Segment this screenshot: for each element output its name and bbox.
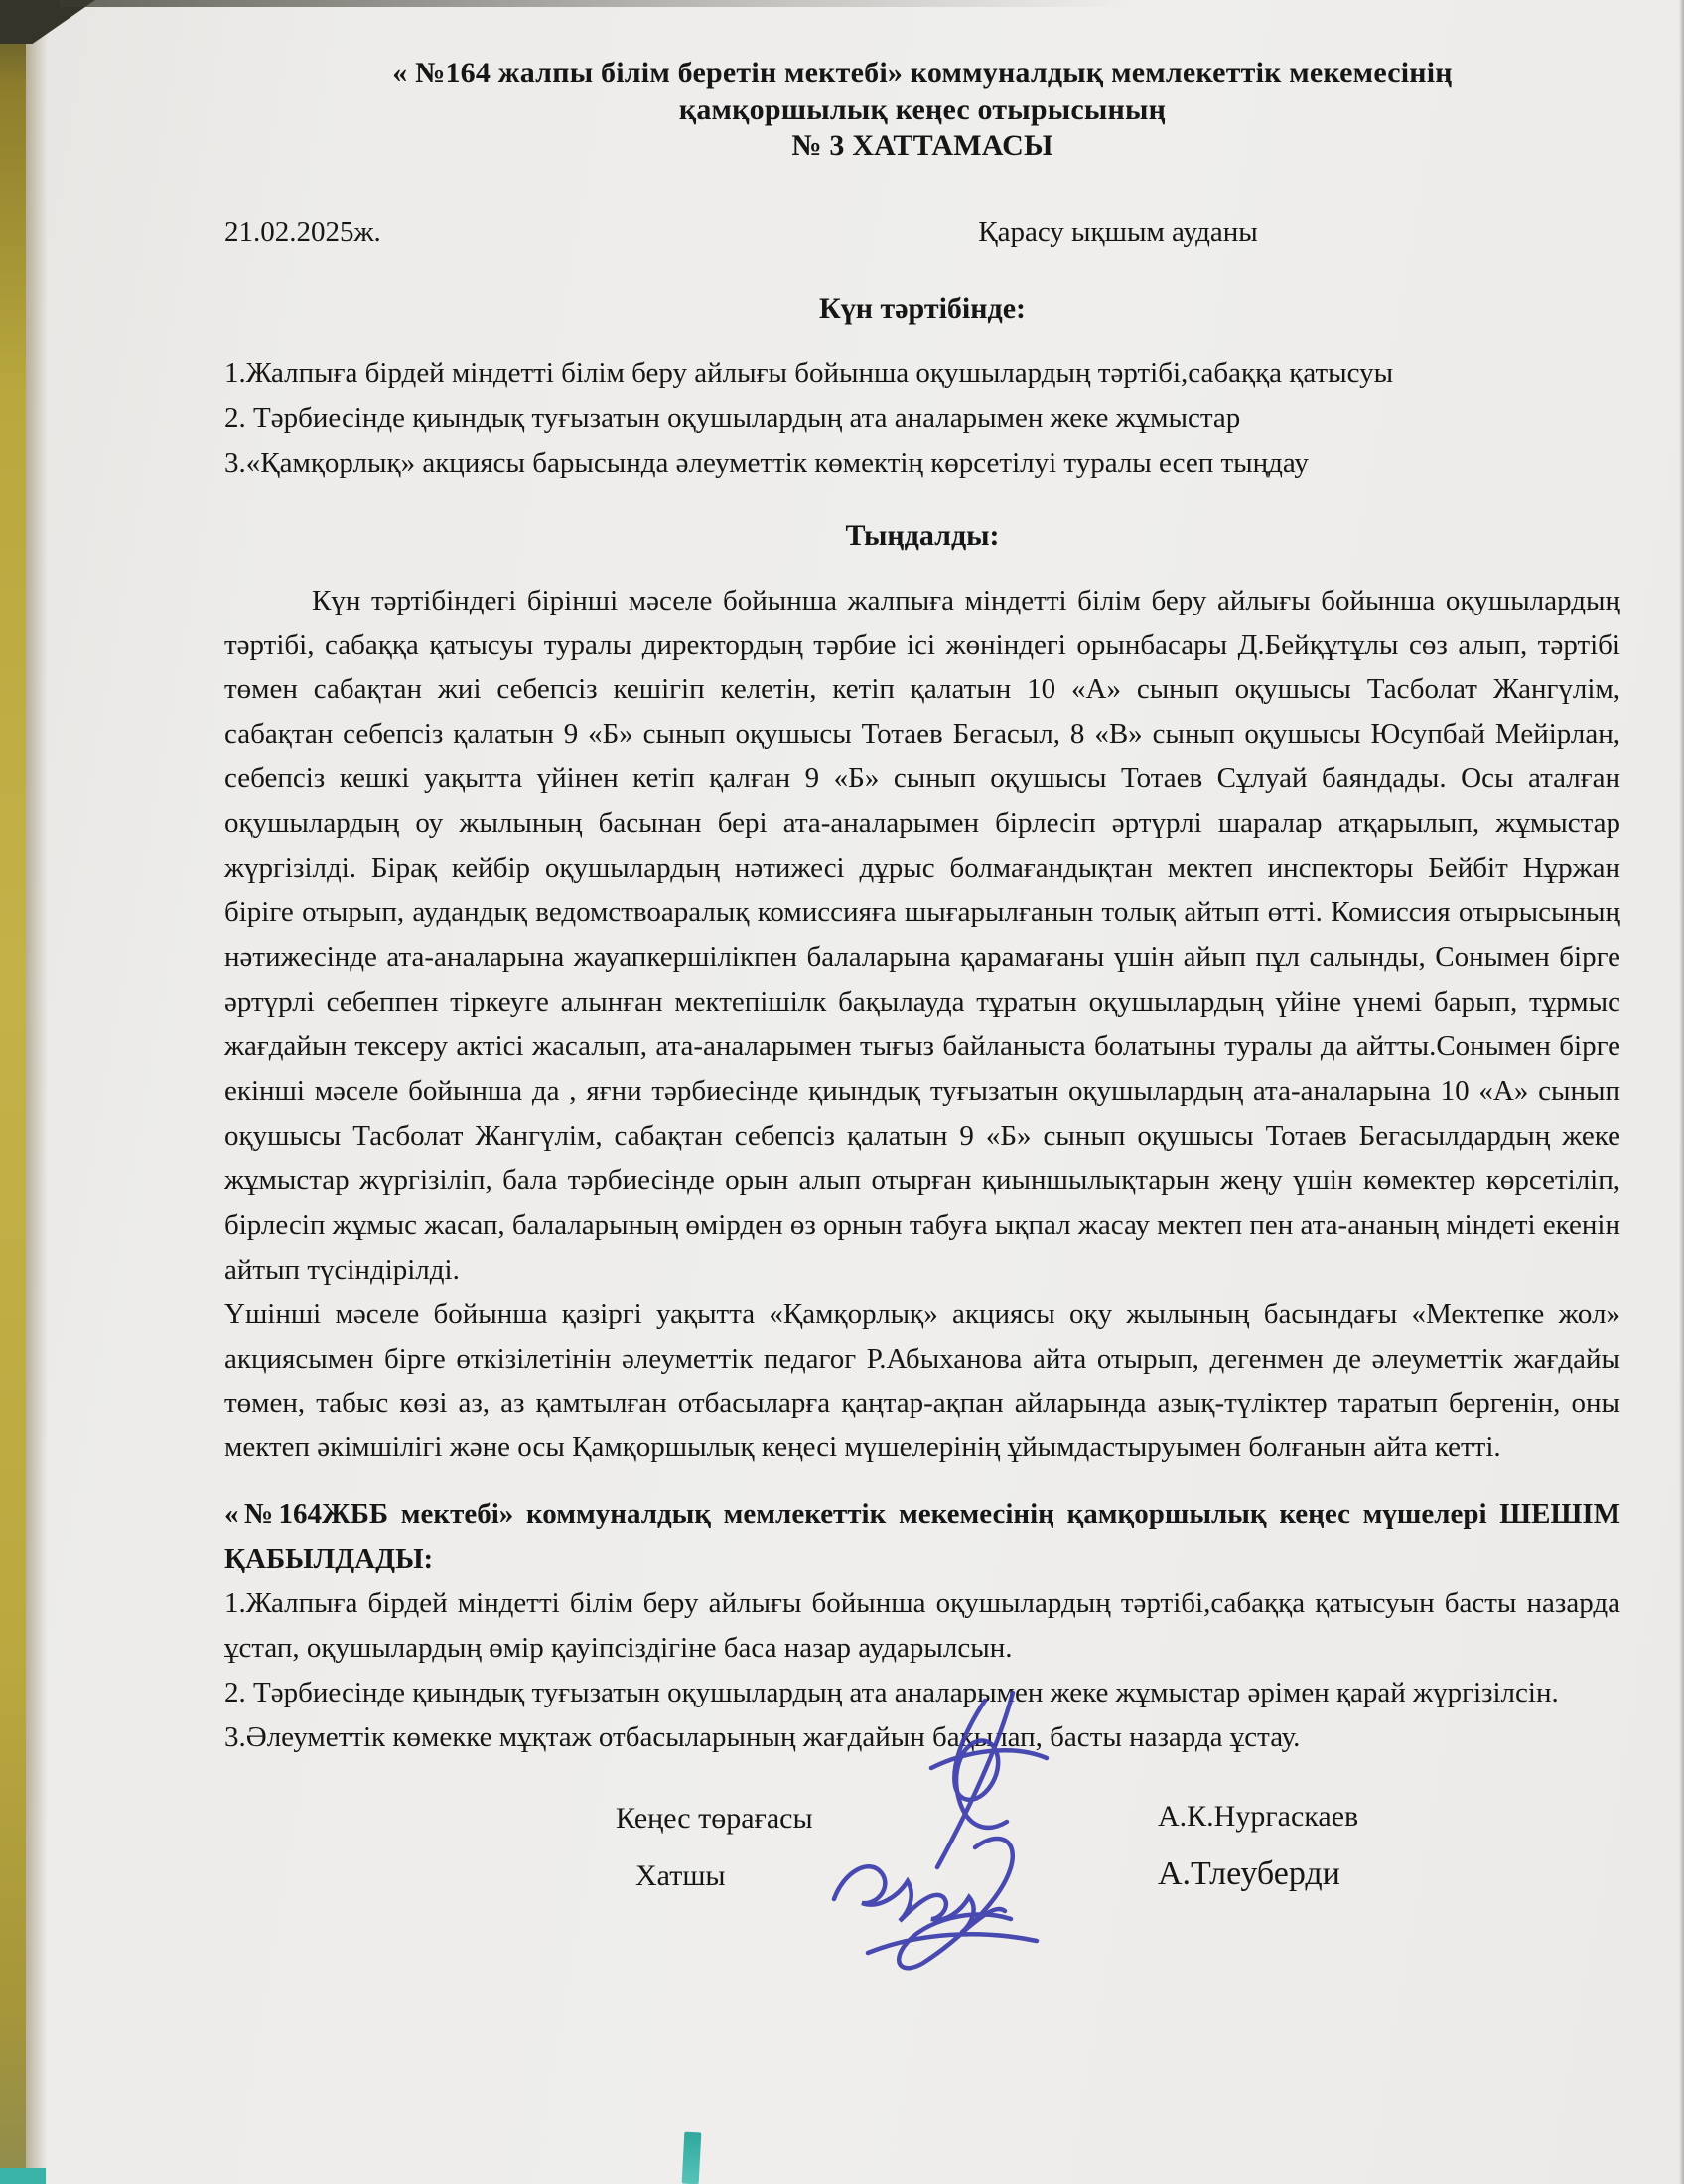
title-line-1: « №164 жалпы білім беретін мектебі» коммуналдық мемлекеттік мекемесінің	[392, 57, 1453, 89]
document-location: Қарасу ықшым ауданы	[978, 215, 1258, 248]
scan-edge-left-strip	[0, 0, 26, 2184]
decision-item-2: 2. Тәрбиесінде қиындық туғызатын оқушылардың ата аналарымен жеке жұмыстар әрімен қарай жүргізілсін.	[224, 1677, 1559, 1709]
signature-role-secretary: Хатшы	[635, 1858, 726, 1892]
scan-edge-right-shadow	[1679, 0, 1684, 2184]
dateline	[224, 216, 1620, 258]
scan-edge-left-shadow	[26, 0, 48, 2184]
heard-heading: Тыңдалды:	[845, 518, 1000, 552]
agenda-heading: Күн тәртібінде:	[818, 291, 1027, 325]
decision-heading: «№164ЖББ мектебі» коммуналдық мемлекеттік мекемесінің қамқоршылық кеңес мүшелері ШЕШІМ ҚАБЫЛДАДЫ:	[224, 1498, 1620, 1575]
signature-block	[224, 1774, 1620, 2032]
agenda-item-2: 2. Тәрбиесінде қиындық туғызатын оқушылардың ата аналарымен жеке жұмыстар	[224, 401, 1241, 434]
signature-role-chairman: Кеңес төрағасы	[616, 1801, 813, 1835]
scan-edge-bottom-cyan	[0, 2168, 46, 2184]
decision-item-1: 1.Жалпыға бірдей міндетті білім беру айлығы бойынша оқушылардың тәртібі,сабаққа қатысуын басты назарда ұстап, оқушылардың өмір қауіпсіздігіне баса назар аударылсын.	[224, 1587, 1620, 1665]
title-line-3: № 3 ХАТТАМАСЫ	[791, 129, 1053, 163]
scan-mark-teal	[682, 2132, 702, 2184]
agenda-item-1: 1.Жалпыға бірдей міндетті білім беру айлығы бойынша оқушылардың тәртібі,сабаққа қатысуы	[224, 356, 1394, 389]
agenda-list	[224, 351, 1620, 485]
signature-name-secretary: А.Тлеуберди	[1158, 1854, 1340, 1892]
scan-edge-top-line	[60, 0, 1132, 7]
signature-name-chairman: А.К.Нургаскаев	[1158, 1799, 1359, 1833]
heard-paragraph-2: Үшінші мәселе бойынша қазіргі уақытта «Қамқорлық» акциясы оқу жылының басындағы «Мектепке жол» акциясымен бірге өткізілетінін әлеуметтік педагог Р.Абыханова айта отырып, дегенмен де әлеуметтік жағдайы төмен, табыс көзі аз, аз қамтылған отбасыларға қаңтар-ақпан айларында азық-түліктер таратып бергенін, оны мектеп әкімшілігі және осы Қамқоршылық кеңесі мүшелерінің ұйымдастыруымен болғанын айта кетті.	[224, 1297, 1620, 1464]
heard-paragraph-1: Күн тәртібіндегі бірінші мәселе бойынша жалпыға міндетті білім беру айлығы бойынша оқушылардың тәртібі, сабаққа қатысуы туралы директордың тәрбие ісі жөніндегі орынбасары Д.Бейқұтұлы сөз алып, тәртібі төмен сабақтан жиі себепсіз кешігіп келетін, кетіп қалатын 10 «А» сынып оқушысы Тасболат Жангүлім, сабақтан себепсіз қалатын 9 «Б» сынып оқушысы Тотаев Бегасыл, 8 «В» сынып оқушысы Юсупбай Мейірлан, себепсіз кешкі уақытта үйінен кетіп қалған 9 «Б» сынып оқушысы Тотаев Сұлуай баяндады. Осы аталған оқушылардың оу жылының басынан бері ата-аналарымен бірлесіп әртүрлі шаралар атқарылып, жұмыстар жүргізілді. Бірақ кейбір оқушылардың нәтижесі дұрыс болмағандықтан мектеп инспекторы Бейбіт Нұржан біріге отырып, аудандық ведомствоаралық комиссияға шығарылғанын толық айтып өтті. Комиссия отырысының нәтижесінде ата-аналарына жауапкершілікпен балаларына қарамағаны үшін айып пұл салынды, Сонымен бірге әртүрлі себеппен тіркеуге алынған мектепішілк бақылауда тұратын оқушылардың үйіне үнемі барып, тұрмыс жағдайын тексеру актісі жасалып, ата-аналарымен тығыз байланыста болатыны туралы да айтты.Сонымен бірге екінші мәселе бойынша да , яғни тәрбиесінде қиындық туғызатын оқушылардың ата-аналарына 10 «А» сынып оқушысы Тасболат Жангүлім, сабақтан себепсіз қалатын 9 «Б» сынып оқушысы Тотаев Бегасылдардың жеке жұмыстар жүргізіліп, бала тәрбиесінде орын алып отырған қиыншылықтарын жеңу үшін көмектер көрсетіліп, бірлесіп жұмыс жасап, балаларының өмірден өз орнын табуға ықпал жасау мектеп пен ата-ананың міндеті екенін айтып түсіндірілді.	[224, 584, 1620, 1286]
document-title	[224, 56, 1620, 165]
decision-item-3: 3.Әлеуметтік көмекке мұқтаж отбасыларының жағдайын бақылап, басты назарда ұстау.	[224, 1721, 1301, 1754]
agenda-item-3: 3.«Қамқорлық» акциясы барысында әлеуметтік көмектің көрсетілуі туралы есеп тыңдау	[224, 446, 1309, 478]
title-line-2: қамқоршылық кеңес отырысының	[678, 92, 1167, 126]
document-date: 21.02.2025ж.	[224, 215, 381, 248]
